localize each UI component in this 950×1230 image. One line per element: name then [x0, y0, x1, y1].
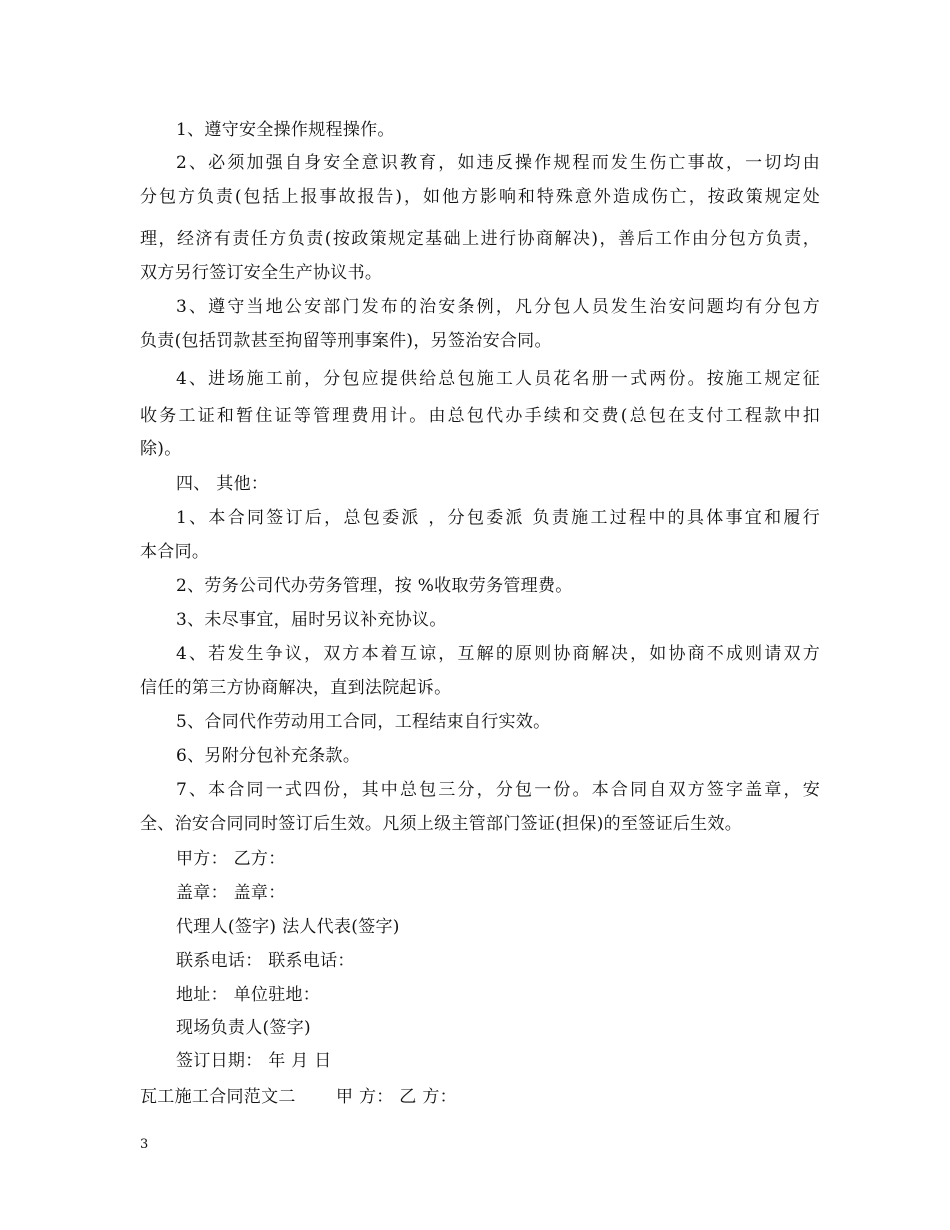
clause-1-line: 1、遵守安全操作规程操作。 — [176, 120, 395, 140]
seal-line: 盖章： 盖章： — [176, 883, 286, 903]
other-clause-1-line-1: 1、本合同签订后，总包委派 ，分包委派 负责施工过程中的具体事宜和履行 — [176, 508, 820, 528]
address-line: 地址： 单位驻地： — [176, 985, 321, 1005]
other-clause-2-line: 2、劳务公司代办劳务管理，按 %收取劳务管理费。 — [176, 576, 573, 596]
clause-2-line-3: 理，经济有责任方负责(按政策规定基础上进行协商解决)，善后工作由分包方负责， — [140, 229, 820, 249]
clause-2-line-4: 双方另行签订安全生产协议书。 — [140, 263, 383, 283]
page-number: 3 — [140, 1137, 149, 1152]
other-clause-6-line: 6、另附分包补充条款。 — [176, 746, 361, 766]
other-clause-3-line: 3、未尽事宜，届时另议补充协议。 — [176, 610, 447, 630]
clause-4-line-3: 除)。 — [140, 439, 182, 459]
signatory-line: 代理人(签字) 法人代表(签字) — [176, 917, 400, 937]
other-clause-4-line-2: 信任的第三方协商解决，直到法院起诉。 — [140, 678, 452, 698]
other-clause-5-line: 5、合同代作劳动用工合同，工程结束自行实效。 — [176, 712, 551, 732]
signing-date-line: 签订日期： 年 月 日 — [176, 1051, 332, 1071]
phone-line: 联系电话： 联系电话： — [176, 951, 355, 971]
clause-4-line-2: 收务工证和暂住证等管理费用计。由总包代办手续和交费(总包在支付工程款中扣 — [140, 406, 820, 426]
other-clause-4-line-1: 4、若发生争议，双方本着互谅，互解的原则协商解决，如协商不成则请双方 — [176, 644, 820, 664]
section-other-heading: 四、 其他： — [176, 474, 269, 494]
clause-3-line-2: 负责(包括罚款甚至拘留等刑事案件)，另签治安合同。 — [140, 331, 552, 351]
site-manager-line: 现场负责人(签字) — [176, 1018, 311, 1038]
clause-3-line-1: 3、遵守当地公安部门发布的治安条例，凡分包人员发生治安问题均有分包方 — [176, 297, 820, 317]
clause-2-line-2: 分包方负责(包括上报事故报告)，如他方影响和特殊意外造成伤亡，按政策规定处 — [140, 187, 820, 207]
other-clause-7-line-1: 7、本合同一式四份，其中总包三分，分包一份。本合同自双方签字盖章，安 — [176, 780, 820, 800]
clause-4-line-1: 4、进场施工前，分包应提供给总包施工人员花名册一式两份。按施工规定征 — [176, 369, 820, 389]
clause-2-line-1: 2、必须加强自身安全意识教育，如违反操作规程而发生伤亡事故，一切均由 — [176, 153, 820, 173]
other-clause-1-line-2: 本合同。 — [140, 542, 210, 562]
next-contract-heading-line: 瓦工施工合同范文二 甲 方： 乙 方： — [140, 1087, 457, 1107]
other-clause-7-line-2: 全、治安合同同时签订后生效。凡须上级主管部门签证(担保)的至签证后生效。 — [140, 814, 743, 834]
party-a-b-line: 甲方： 乙方： — [176, 849, 286, 869]
